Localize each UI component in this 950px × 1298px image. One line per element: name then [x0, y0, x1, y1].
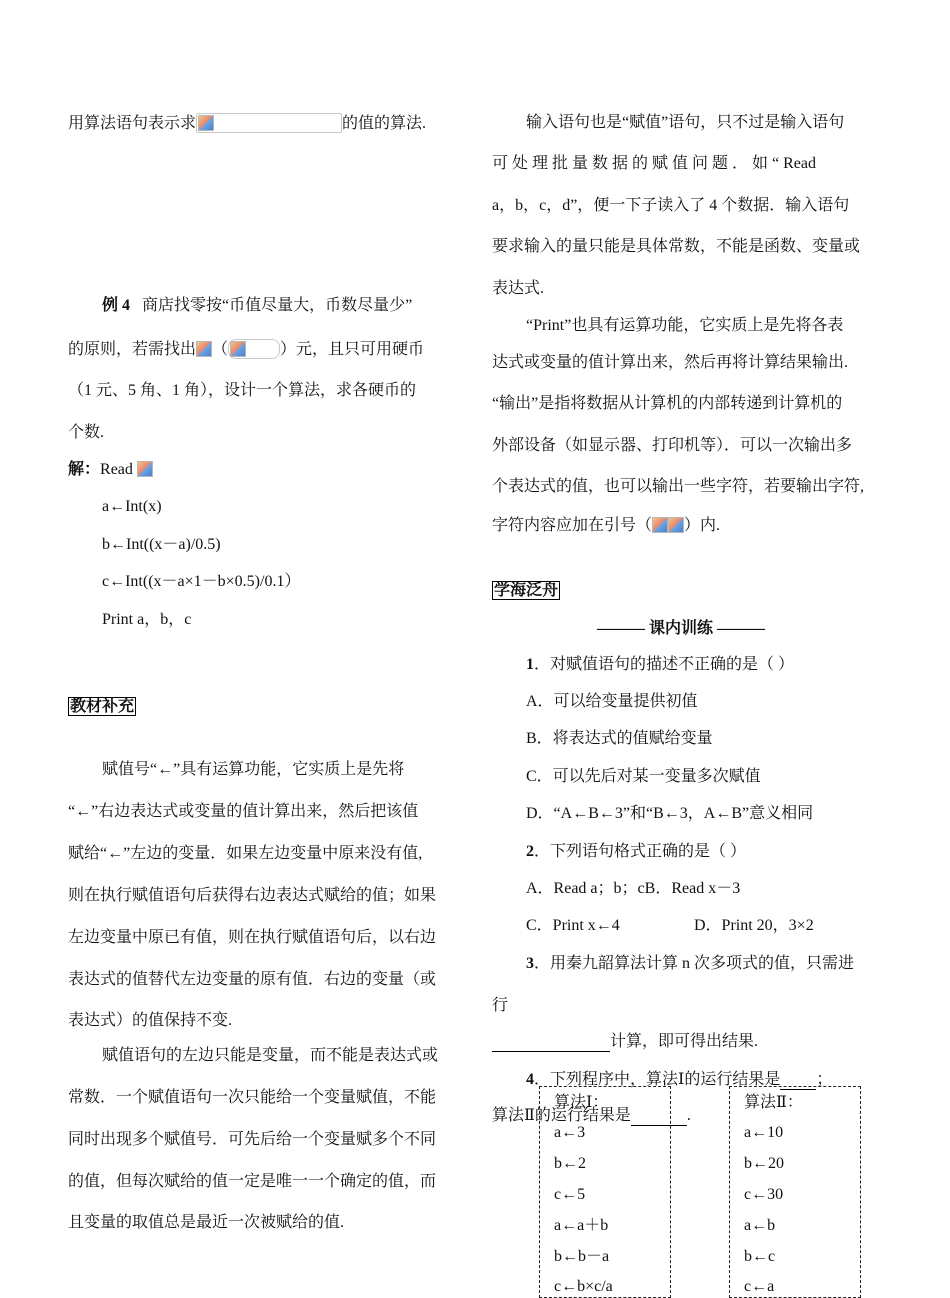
code-line: b←2 — [554, 1155, 586, 1172]
option: D．Print 20，3×2 — [694, 917, 814, 934]
para-line: 赋值语句的左边只能是变量，而不能是表达式或 — [102, 1047, 439, 1064]
para-line: 可 处 理 批 量 数 据 的 赋 值 问 题 ． 如 “ Read — [492, 155, 816, 172]
broken-image-icon — [196, 341, 212, 357]
example4-line4: 个数. — [68, 424, 105, 441]
para-line: 的值，但每次赋给的值一定是唯一一个确定的值，而 — [68, 1173, 437, 1190]
question-3-cont: 行 — [492, 997, 509, 1014]
para-line: 输入语句也是“赋值”语句，只不过是输入语句 — [526, 114, 845, 131]
para-line: 达式或变量的值计算出来，然后再将计算结果输出. — [492, 354, 849, 371]
broken-image-icon — [668, 517, 684, 533]
question-3: 3．用秦九韶算法计算 n 次多项式的值，只需进 — [526, 955, 855, 972]
algorithm-2-title: 算法Ⅱ： — [744, 1094, 803, 1111]
para-line: 表达式）的值保持不变. — [68, 1012, 233, 1029]
para-line: a，b，c，d”，便一下子读入了 4 个数据．输入语句 — [492, 197, 850, 214]
code-line: b←b－a — [554, 1248, 610, 1265]
algorithm-2-box — [729, 1086, 861, 1298]
question-1: 1．对赋值语句的描述不正确的是（ ） — [526, 656, 795, 673]
code-line: a←b — [744, 1217, 776, 1234]
para-line: “←”右边表达式或变量的值计算出来，然后把该值 — [68, 803, 419, 820]
question-4-cont: 算法Ⅱ的运行结果是 . — [492, 1107, 691, 1124]
para-line: 赋给“←”左边的变量．如果左边变量中原来没有值, — [68, 845, 423, 862]
solution-read-line: 解：Read — [68, 460, 153, 480]
para-line: “输出”是指将数据从计算机的内部转递到计算机的 — [492, 395, 843, 412]
code-line: c←b×c/a — [554, 1278, 613, 1295]
algorithm-1-title: 算法Ⅰ： — [554, 1094, 609, 1111]
option: D．“A←B←3”和“B←3，A←B”意义相同 — [526, 805, 814, 822]
para-line: 要求输入的量只能是具体常数，不能是函数、变量或 — [492, 238, 861, 255]
question-2: 2．下列语句格式正确的是（ ） — [526, 843, 747, 860]
code-line: c←30 — [744, 1186, 784, 1203]
example4-line2: 的原则，若需找出 （ ）元，且只可用硬币 — [68, 341, 425, 358]
para-line: 表达式的值替代左边变量的原有值．右边的变量（或 — [68, 971, 437, 988]
para-line: 表达式. — [492, 280, 545, 297]
para-line: 字符内容应加在引号（ ）内. — [492, 517, 721, 534]
question-3-blank-line: 计算，即可得出结果. — [492, 1032, 758, 1052]
para-line: “Print”也具有运算功能，它实质上是先将各表 — [526, 317, 844, 334]
code-line: b←Int((x－a)/0.5) — [102, 536, 221, 553]
formula-image-frame — [196, 113, 342, 133]
para-line: 个表达式的值，也可以输出一些字符，若要输出字符, — [492, 478, 865, 495]
answer-blank[interactable] — [492, 1033, 610, 1052]
code-line: a←a＋b — [554, 1217, 609, 1234]
para-line: 赋值号“←”具有运算功能，它实质上是先将 — [102, 761, 405, 778]
option: C．Print x←4 — [526, 917, 620, 934]
section-title: 学海泛舟 — [494, 582, 559, 599]
broken-image-icon — [652, 517, 668, 533]
code-line: b←20 — [744, 1155, 784, 1172]
code-line: c←Int((x－a×1－b×0.5)/0.1） — [102, 573, 301, 590]
option: B．将表达式的值赋给变量 — [526, 730, 713, 747]
algorithm-1-box — [539, 1086, 671, 1298]
intro-line: 用算法语句表示求 的值的算法. — [68, 115, 427, 132]
example4-line3: （1 元、5 角、1 角），设计一个算法，求各硬币的 — [68, 382, 417, 399]
question-4: 4．下列程序中，算法Ⅰ的运行结果是 ； — [526, 1071, 833, 1088]
para-line: 且变量的取值总是最近一次被赋给的值. — [68, 1214, 345, 1231]
section-subtitle: ——— 课内训练 ——— — [597, 620, 766, 637]
para-line: 常数．一个赋值语句一次只能给一个变量赋值，不能 — [68, 1089, 437, 1106]
code-line: a←3 — [554, 1124, 586, 1141]
para-line: 则在执行赋值语句后获得右边表达式赋给的值；如果 — [68, 887, 437, 904]
para-line: 左边变量中原已有值，则在执行赋值语句后，以右边 — [68, 929, 437, 946]
code-line: c←5 — [554, 1186, 586, 1203]
supplement-title: 教材补充 — [70, 698, 135, 715]
broken-image-icon — [137, 461, 153, 477]
option: C．可以先后对某一变量多次赋值 — [526, 768, 761, 785]
option: A．Read a；b；cB．Read x－3 — [526, 880, 741, 897]
code-line: b←c — [744, 1248, 776, 1265]
amount-image-frame — [228, 339, 280, 359]
option: A．可以给变量提供初值 — [526, 693, 698, 710]
para-line: 外部设备（如显示器、打印机等）．可以一次输出多 — [492, 437, 853, 454]
code-line: Print a，b，c — [102, 611, 192, 628]
example4-line1: 例 4 商店找零按“币值尽量大，币数尽量少” — [102, 297, 413, 314]
broken-image-icon — [230, 341, 246, 357]
code-line: a←10 — [744, 1124, 784, 1141]
code-line: c←a — [744, 1278, 775, 1295]
para-line: 同时出现多个赋值号．可先后给一个变量赋多个不同 — [68, 1131, 437, 1148]
code-line: a←Int(x) — [102, 498, 162, 515]
broken-image-icon — [198, 115, 214, 131]
